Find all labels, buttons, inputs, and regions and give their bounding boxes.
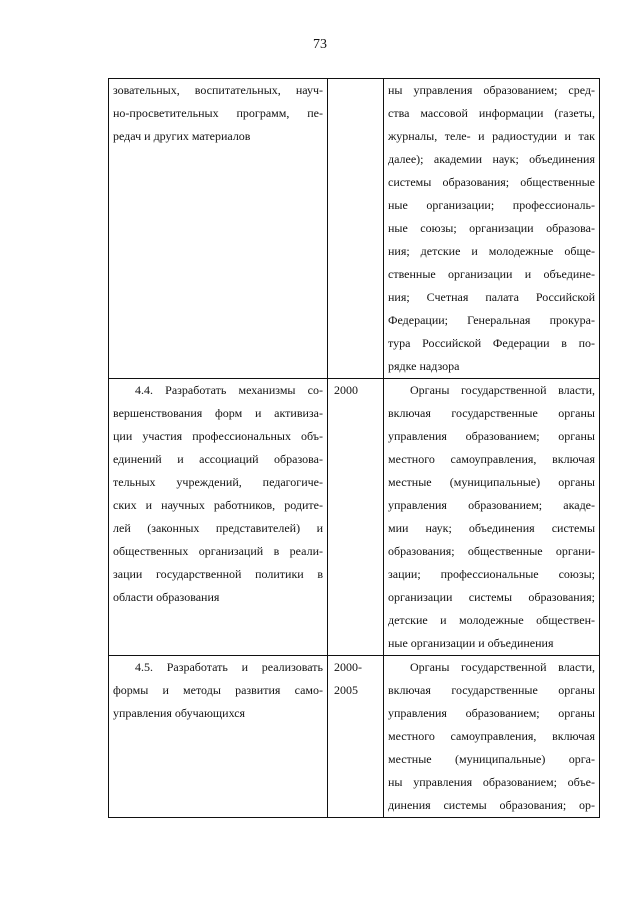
executors-line: местного самоуправления, включая (388, 452, 595, 466)
task-cell (109, 379, 328, 656)
year-line: 2000- (334, 660, 362, 674)
executors-line: журналы, теле- и радиостудии и так (388, 129, 595, 143)
executors-line: мии наук; объединения системы (388, 521, 595, 535)
year-line: 2005 (334, 683, 358, 697)
executors-line: управления образованием; органы (388, 706, 595, 720)
task-line: формы и методы развития само- (113, 683, 323, 697)
page-number: 73 (313, 37, 327, 52)
executors-line: ные организации и объединения (388, 636, 554, 650)
table-row (109, 379, 600, 656)
executors-line: зации; профессиональные союзы; (388, 567, 595, 581)
task-line: тельных учреждений, педагогиче- (113, 475, 323, 489)
executors-line: динения системы образования; ор- (388, 798, 595, 812)
executors-line: ния; детские и молодежные обще- (388, 244, 595, 258)
executors-line: Органы государственной власти, (410, 660, 595, 674)
task-line: 4.5. Разработать и реализовать (135, 660, 323, 674)
executors-line: ные организации; профессиональ- (388, 198, 595, 212)
task-line: вершенствования форм и активиза- (113, 406, 323, 420)
task-cell (109, 79, 328, 379)
task-cell (109, 656, 328, 818)
executors-line: организации системы образования; (388, 590, 595, 604)
executors-line: детские и молодежные обществен- (388, 613, 595, 627)
task-line: общественных организаций в реали- (113, 544, 323, 558)
year-cell (328, 379, 384, 656)
table-row (109, 79, 600, 379)
executors-line: ные союзы; организации образова- (388, 221, 595, 235)
task-line: ции участия профессиональных объ- (113, 429, 323, 443)
executors-line: включая государственные органы (388, 683, 595, 697)
task-line: ских и научных работников, родите- (113, 498, 323, 512)
executors-line: системы образования; общественные (388, 175, 595, 189)
table-row (109, 656, 600, 818)
executors-line: ны управления образованием; сред- (388, 83, 595, 97)
task-line: управления обучающихся (113, 706, 246, 720)
executors-line: местного самоуправления, включая (388, 729, 595, 743)
year-cell (328, 79, 384, 379)
task-line: области образования (113, 590, 220, 604)
executors-line: тура Российской Федерации в по- (388, 336, 595, 350)
year-cell (328, 656, 384, 818)
task-line: зовательных, воспитательных, науч- (113, 83, 323, 97)
executors-line: включая государственные органы (388, 406, 595, 420)
executors-line: ства массовой информации (газеты, (388, 106, 595, 120)
executors-line: образования; общественные органи- (388, 544, 595, 558)
task-line: 4.4. Разработать механизмы со- (135, 383, 323, 397)
executors-line: Федерации; Генеральная прокура- (388, 313, 595, 327)
executors-cell (384, 379, 600, 656)
year-line: 2000 (334, 383, 358, 397)
executors-line: далее); академии наук; объединения (388, 152, 595, 166)
task-line: редач и других материалов (113, 129, 251, 143)
executors-line: местные (муниципальные) орга- (388, 752, 595, 766)
executors-line: управления образованием; акаде- (388, 498, 595, 512)
executors-line: ния; Счетная палата Российской (388, 290, 595, 304)
executors-cell (384, 656, 600, 818)
plan-table (108, 78, 600, 818)
task-line: единений и ассоциаций образова- (113, 452, 323, 466)
task-line: зации государственной политики в (113, 567, 323, 581)
executors-line: Органы государственной власти, (410, 383, 595, 397)
task-line: лей (законных представителей) и (113, 521, 323, 535)
executors-line: местные (муниципальные) органы (388, 475, 595, 489)
executors-line: ны управления образованием; объе- (388, 775, 595, 789)
task-line: но-просветительных программ, пе- (113, 106, 323, 120)
executors-line: рядке надзора (388, 359, 460, 373)
executors-line: управления образованием; органы (388, 429, 595, 443)
executors-cell (384, 79, 600, 379)
executors-line: ственные организации и объедине- (388, 267, 595, 281)
